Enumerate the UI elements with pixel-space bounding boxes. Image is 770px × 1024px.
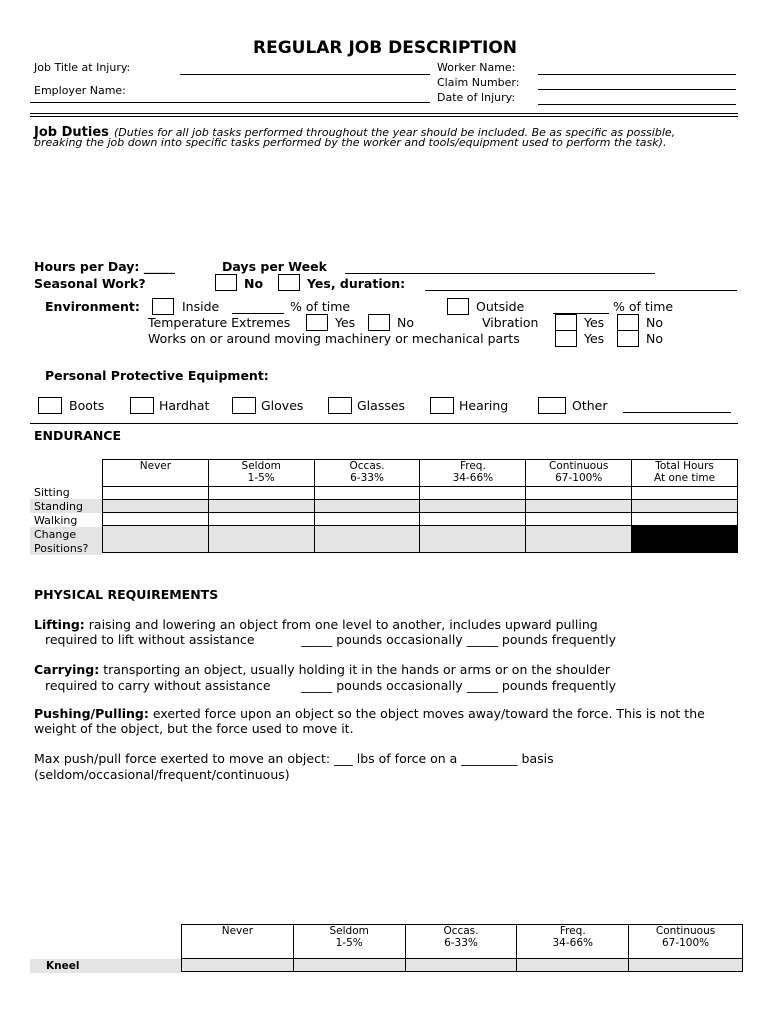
lifting-line-2: required to lift without assistance bbox=[45, 632, 255, 647]
other-field[interactable] bbox=[623, 412, 731, 413]
walking-continuous[interactable] bbox=[526, 513, 632, 526]
table-row bbox=[103, 526, 738, 553]
lifting-frequent-label: pounds frequently bbox=[501, 632, 616, 647]
carrying-line-2: required to carry without assistance bbox=[45, 678, 271, 693]
col-occas bbox=[314, 460, 420, 487]
bottom-col-freq bbox=[517, 925, 629, 959]
pushing-label: Pushing/Pulling: bbox=[34, 706, 149, 721]
hours-per-day-label bbox=[34, 259, 175, 274]
row-label-kneel: Kneel bbox=[46, 960, 80, 972]
carrying-frequent-label: pounds frequently bbox=[501, 678, 616, 693]
standing-occas[interactable] bbox=[314, 500, 420, 513]
boots-checkbox[interactable] bbox=[38, 397, 62, 414]
inside-label: Inside bbox=[182, 299, 220, 314]
days-per-week-label: Days per Week bbox=[222, 259, 327, 274]
ppe-divider bbox=[30, 423, 738, 424]
hardhat-checkbox[interactable] bbox=[130, 397, 154, 414]
duration-field[interactable] bbox=[425, 290, 737, 291]
lifting-occasional-label: pounds occasionally bbox=[336, 632, 463, 647]
kneel-table bbox=[181, 924, 743, 972]
lifting-frequent-blank[interactable]: _____ bbox=[466, 632, 498, 647]
walking-never[interactable] bbox=[103, 513, 209, 526]
kneel-occas[interactable] bbox=[405, 959, 517, 972]
pushing-line-1 bbox=[34, 706, 705, 721]
seasonal-yes-label: Yes, duration: bbox=[307, 276, 406, 291]
inside-percent-label: % of time bbox=[290, 299, 351, 314]
sitting-occas[interactable] bbox=[314, 487, 420, 500]
machinery-yes-checkbox[interactable] bbox=[555, 330, 577, 347]
sitting-total[interactable] bbox=[632, 487, 738, 500]
machinery-label: Works on or around moving machinery or mechanical parts bbox=[148, 331, 520, 346]
job-title-field[interactable] bbox=[180, 74, 430, 75]
ppe-heading: Personal Protective Equipment: bbox=[45, 368, 269, 383]
row-label-sitting: Sitting bbox=[34, 486, 70, 499]
lifting-label: Lifting: bbox=[34, 617, 85, 632]
job-duties-instructions-1: (Duties for all job tasks performed throughout the year should be included. Be as specific as possible, bbox=[113, 126, 676, 139]
bottom-col-continuous-line1: Continuous bbox=[655, 925, 716, 937]
change-continuous[interactable] bbox=[526, 526, 632, 553]
col-occas-line2: 6-33% bbox=[350, 472, 384, 484]
bottom-col-continuous bbox=[629, 925, 743, 959]
worker-name-label: Worker Name: bbox=[437, 61, 516, 74]
vibration-label: Vibration bbox=[482, 315, 539, 330]
header-divider-2 bbox=[30, 116, 738, 117]
seasonal-yes-checkbox[interactable] bbox=[278, 274, 300, 291]
hours-per-day-blank[interactable]: _____ bbox=[143, 259, 176, 274]
standing-total[interactable] bbox=[632, 500, 738, 513]
carrying-line-1 bbox=[34, 662, 610, 677]
row-label-standing: Standing bbox=[34, 500, 84, 513]
job-title-label: Job Title at Injury: bbox=[34, 61, 131, 74]
employer-field[interactable] bbox=[30, 102, 430, 103]
row-label-positions: Positions? bbox=[34, 542, 89, 555]
walking-freq[interactable] bbox=[420, 513, 526, 526]
bottom-col-occas-line1: Occas. bbox=[443, 925, 479, 937]
outside-label: Outside bbox=[476, 299, 525, 314]
col-total-hours bbox=[632, 460, 738, 487]
col-freq bbox=[420, 460, 526, 487]
endurance-heading: ENDURANCE bbox=[34, 428, 121, 443]
inside-checkbox[interactable] bbox=[152, 298, 174, 315]
bottom-col-occas-line2: 6-33% bbox=[444, 937, 478, 949]
table-row bbox=[103, 500, 738, 513]
employer-label: Employer Name: bbox=[34, 84, 126, 97]
vibration-no-checkbox[interactable] bbox=[617, 314, 639, 331]
vibration-no-label: No bbox=[646, 315, 663, 330]
col-seldom-line1: Seldom bbox=[241, 460, 281, 472]
table-row bbox=[103, 487, 738, 500]
walking-seldom[interactable] bbox=[208, 513, 314, 526]
date-of-injury-label: Date of Injury: bbox=[437, 91, 516, 104]
max-push-line-1: Max push/pull force exerted to move an object: ___ lbs of force on a _________ basis bbox=[34, 751, 554, 766]
other-label: Other bbox=[572, 398, 608, 413]
boots-label: Boots bbox=[69, 398, 105, 413]
job-duties-heading: Job Duties bbox=[34, 125, 109, 140]
bottom-col-never-line1: Never bbox=[221, 925, 254, 937]
standing-seldom[interactable] bbox=[208, 500, 314, 513]
col-continuous-line2: 67-100% bbox=[555, 472, 603, 484]
kneel-freq[interactable] bbox=[517, 959, 629, 972]
machinery-no-checkbox[interactable] bbox=[617, 330, 639, 347]
col-total-hours-line1: Total Hours bbox=[655, 460, 714, 472]
change-never[interactable] bbox=[103, 526, 209, 553]
carrying-label: Carrying: bbox=[34, 662, 100, 677]
kneel-continuous[interactable] bbox=[629, 959, 743, 972]
date-of-injury-field[interactable] bbox=[538, 104, 736, 105]
carrying-occasional-field[interactable] bbox=[301, 678, 616, 693]
bottom-col-occas bbox=[405, 925, 517, 959]
temperature-no-label: No bbox=[397, 315, 414, 330]
walking-total[interactable] bbox=[632, 513, 738, 526]
bottom-col-seldom-line1: Seldom bbox=[329, 925, 369, 937]
col-continuous bbox=[526, 460, 632, 487]
vibration-yes-label: Yes bbox=[584, 315, 605, 330]
machinery-yes-label: Yes bbox=[584, 331, 605, 346]
sitting-seldom[interactable] bbox=[208, 487, 314, 500]
physical-heading: PHYSICAL REQUIREMENTS bbox=[34, 587, 219, 602]
max-push-line-2: (seldom/occasional/frequent/continuous) bbox=[34, 767, 290, 782]
change-occas[interactable] bbox=[314, 526, 420, 553]
col-seldom-line2: 1-5% bbox=[247, 472, 275, 484]
worker-name-field[interactable] bbox=[538, 74, 736, 75]
claim-number-field[interactable] bbox=[538, 89, 736, 90]
change-total-blocked bbox=[632, 526, 738, 553]
gloves-checkbox[interactable] bbox=[232, 397, 256, 414]
change-seldom[interactable] bbox=[208, 526, 314, 553]
col-freq-line2: 34-66% bbox=[452, 472, 494, 484]
endurance-table bbox=[102, 459, 738, 553]
pushing-line-2: weight of the object, but the force used to move it. bbox=[34, 721, 354, 736]
col-occas-line1: Occas. bbox=[349, 460, 385, 472]
vibration-yes-checkbox[interactable] bbox=[555, 314, 577, 331]
job-duties-instructions-2: breaking the job down into specific tasks performed by the worker and tools/equipment used to perform the task). bbox=[34, 136, 667, 149]
glasses-checkbox[interactable] bbox=[328, 397, 352, 414]
outside-checkbox[interactable] bbox=[447, 298, 469, 315]
days-per-week-field[interactable] bbox=[345, 273, 655, 274]
sitting-freq[interactable] bbox=[420, 487, 526, 500]
glasses-label: Glasses bbox=[357, 398, 406, 413]
hours-per-day-text: Hours per Day: bbox=[34, 259, 140, 274]
col-seldom bbox=[208, 460, 314, 487]
seasonal-no-checkbox[interactable] bbox=[215, 274, 237, 291]
walking-occas[interactable] bbox=[314, 513, 420, 526]
temperature-yes-label: Yes bbox=[335, 315, 356, 330]
header-divider bbox=[30, 113, 738, 114]
bottom-col-freq-line2: 34-66% bbox=[552, 937, 593, 949]
page-title: REGULAR JOB DESCRIPTION bbox=[252, 38, 518, 58]
row-label-change: Change bbox=[34, 528, 77, 541]
seasonal-no-label: No bbox=[244, 276, 264, 291]
carrying-occasional-blank[interactable]: _____ bbox=[301, 678, 333, 693]
inside-percent-field[interactable] bbox=[232, 313, 284, 314]
claim-number-label: Claim Number: bbox=[437, 76, 520, 89]
col-never-line1: Never bbox=[139, 460, 172, 472]
row-label-walking: Walking bbox=[34, 514, 78, 527]
lifting-occasional-blank[interactable]: _____ bbox=[301, 632, 333, 647]
bottom-col-never bbox=[182, 925, 294, 959]
standing-continuous[interactable] bbox=[526, 500, 632, 513]
lifting-line-1 bbox=[34, 617, 598, 632]
col-total-hours-line2: At one time bbox=[654, 472, 716, 484]
other-checkbox[interactable] bbox=[538, 397, 566, 414]
hearing-checkbox[interactable] bbox=[430, 397, 454, 414]
change-freq[interactable] bbox=[420, 526, 526, 553]
gloves-label: Gloves bbox=[261, 398, 304, 413]
table-row bbox=[103, 513, 738, 526]
sitting-never[interactable] bbox=[103, 487, 209, 500]
carrying-frequent-blank[interactable]: _____ bbox=[466, 678, 498, 693]
temperature-label: Temperature Extremes bbox=[148, 315, 291, 330]
lifting-occasional-field[interactable] bbox=[301, 632, 616, 647]
carrying-occasional-label: pounds occasionally bbox=[336, 678, 463, 693]
sitting-continuous[interactable] bbox=[526, 487, 632, 500]
standing-never[interactable] bbox=[103, 500, 209, 513]
machinery-no-label: No bbox=[646, 331, 663, 346]
col-never bbox=[103, 460, 209, 487]
temperature-no-checkbox[interactable] bbox=[368, 314, 390, 331]
outside-percent-label: % of time bbox=[613, 299, 674, 314]
kneel-seldom[interactable] bbox=[293, 959, 405, 972]
bottom-col-continuous-line2: 67-100% bbox=[661, 937, 710, 949]
col-continuous-line1: Continuous bbox=[549, 460, 609, 472]
standing-freq[interactable] bbox=[420, 500, 526, 513]
environment-label: Environment: bbox=[45, 299, 140, 314]
lifting-text: raising and lowering an object from one level to another, includes upward pulling bbox=[88, 617, 598, 632]
seasonal-work-label: Seasonal Work? bbox=[34, 276, 146, 291]
hearing-label: Hearing bbox=[459, 398, 509, 413]
bottom-col-freq-line1: Freq. bbox=[559, 925, 586, 937]
bottom-col-seldom-line2: 1-5% bbox=[335, 937, 363, 949]
table-row bbox=[182, 959, 743, 972]
bottom-col-seldom bbox=[293, 925, 405, 959]
pushing-text: exerted force upon an object so the object moves away/toward the force. This is not the bbox=[152, 706, 705, 721]
temperature-yes-checkbox[interactable] bbox=[306, 314, 328, 331]
carrying-text: transporting an object, usually holding it in the hands or arms or on the shoulder bbox=[103, 662, 611, 677]
kneel-never[interactable] bbox=[182, 959, 294, 972]
col-freq-line1: Freq. bbox=[459, 460, 486, 472]
hardhat-label: Hardhat bbox=[159, 398, 210, 413]
